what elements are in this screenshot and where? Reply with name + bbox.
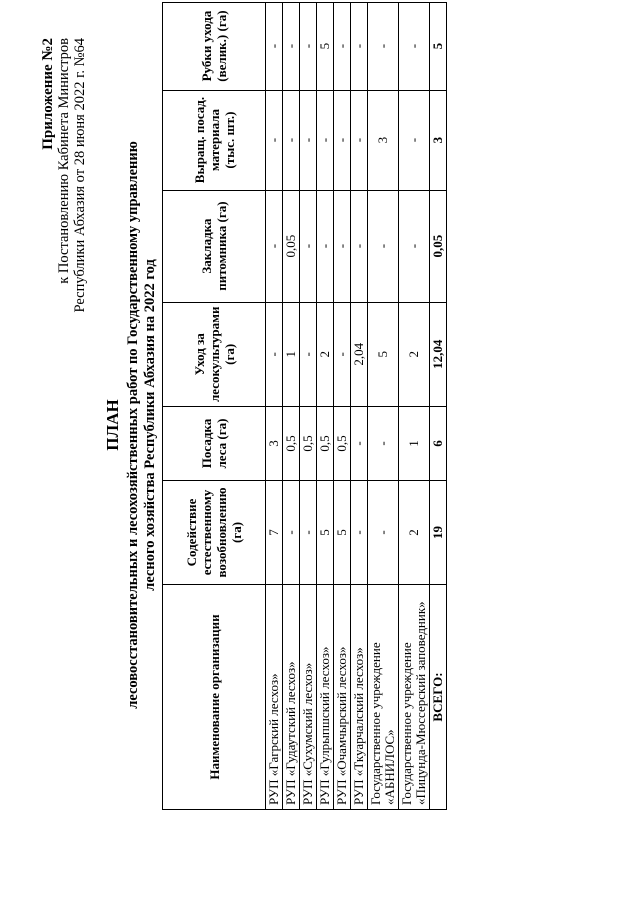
table-row	[300, 2, 317, 809]
cell-value: -	[334, 90, 351, 190]
total-value: 6	[430, 407, 447, 481]
plan-subtitle-line-1: лесовосстановительных и лесохозяйственных работ по Государственному управлению	[125, 141, 141, 709]
cell-value: 1	[399, 407, 430, 481]
cell-value: 3	[368, 90, 399, 190]
table-row	[368, 2, 399, 809]
cell-value: 3	[266, 407, 283, 481]
cell-value: -	[399, 90, 430, 190]
total-value: 3	[430, 90, 447, 190]
total-value: 0,05	[430, 190, 447, 302]
cell-value: 0,5	[283, 407, 300, 481]
cell-value: -	[368, 407, 399, 481]
cell-value: -	[283, 90, 300, 190]
cell-organization: Государственное учреждение «Пицунда-Мюссерский заповедник»	[399, 585, 430, 810]
cell-value: -	[300, 90, 317, 190]
table-row	[334, 2, 351, 809]
cell-value: -	[368, 481, 399, 585]
cell-value: 0,5	[334, 407, 351, 481]
cell-organization: РУП «Гудаутский лесхоз»	[283, 585, 300, 810]
cell-value: 5	[368, 302, 399, 406]
total-value: 12,04	[430, 302, 447, 406]
cell-value: -	[283, 481, 300, 585]
cell-value: 2	[399, 481, 430, 585]
cell-value: -	[300, 2, 317, 90]
cell-organization: РУП «Сухумский лесхоз»	[300, 585, 317, 810]
header-organization: Наименование организации	[163, 585, 266, 810]
cell-value: 7	[266, 481, 283, 585]
header-forest-planting: Посадка леса (га)	[163, 407, 266, 481]
plan-subtitle-line-2: лесного хозяйства Республики Абхазия на 2022 год	[142, 259, 158, 591]
total-value: 19	[430, 481, 447, 585]
cell-value: -	[334, 190, 351, 302]
cell-value: 5	[317, 481, 334, 585]
cell-value: -	[334, 2, 351, 90]
appendix-title: Приложение №2	[40, 38, 56, 150]
cell-organization: РУП «Гагрский лесхоз»	[266, 585, 283, 810]
cell-value: -	[399, 190, 430, 302]
table-row	[283, 2, 300, 809]
table-row	[351, 2, 368, 809]
cell-value: -	[351, 190, 368, 302]
cell-value: -	[334, 302, 351, 406]
cell-value: -	[368, 2, 399, 90]
plan-title: ПЛАН	[103, 399, 122, 451]
cell-organization: РУП «Гулрыпшский лесхоз»	[317, 585, 334, 810]
cell-value: 2,04	[351, 302, 368, 406]
cell-value: 1	[283, 302, 300, 406]
header-natural-regeneration: Содействие естественному возобновлению (га)	[163, 481, 266, 585]
table-row	[266, 2, 283, 809]
cell-value: 5	[334, 481, 351, 585]
appendix-line-2: Республики Абхазия от 28 июня 2022 г. №64	[72, 38, 88, 313]
cell-value: -	[351, 90, 368, 190]
total-row	[430, 2, 447, 809]
appendix-block	[40, 38, 88, 313]
plan-table	[162, 2, 447, 810]
cell-value: 2	[317, 302, 334, 406]
cell-value: -	[266, 2, 283, 90]
cell-value: -	[351, 481, 368, 585]
cell-value: 5	[317, 2, 334, 90]
total-value: 5	[430, 2, 447, 90]
header-thinning: Рубки ухода (велик.) (га)	[163, 2, 266, 90]
cell-value: -	[368, 190, 399, 302]
cell-value: -	[399, 2, 430, 90]
total-label: ВСЕГО:	[430, 585, 447, 810]
cell-value: 0,05	[283, 190, 300, 302]
plan-heading	[103, 75, 159, 775]
cell-value: 0,5	[300, 407, 317, 481]
cell-value: -	[351, 2, 368, 90]
cell-value: -	[351, 407, 368, 481]
cell-value: 2	[399, 302, 430, 406]
cell-value: -	[300, 190, 317, 302]
cell-value: -	[300, 481, 317, 585]
cell-value: 0,5	[317, 407, 334, 481]
cell-organization: Государственное учреждение «АБНИЛОС»	[368, 585, 399, 810]
header-planting-material: Выращ. посад. материала (тыс. шт.)	[163, 90, 266, 190]
cell-value: -	[283, 2, 300, 90]
appendix-line-1: к Постановлению Кабинета Министров	[56, 38, 72, 284]
cell-value: -	[266, 302, 283, 406]
table-row	[317, 2, 334, 809]
cell-organization: РУП «Ткуарчалский лесхоз»	[351, 585, 368, 810]
cell-value: -	[317, 90, 334, 190]
header-nursery-laying: Закладка питомника (га)	[163, 190, 266, 302]
header-plantation-care: Уход за лесокультурами (га)	[163, 302, 266, 406]
table-row	[399, 2, 430, 809]
cell-value: -	[300, 302, 317, 406]
cell-value: -	[266, 190, 283, 302]
cell-value: -	[266, 90, 283, 190]
cell-organization: РУП «Очамчырский лесхоз»	[334, 585, 351, 810]
cell-value: -	[317, 190, 334, 302]
table-header-row	[163, 2, 266, 809]
